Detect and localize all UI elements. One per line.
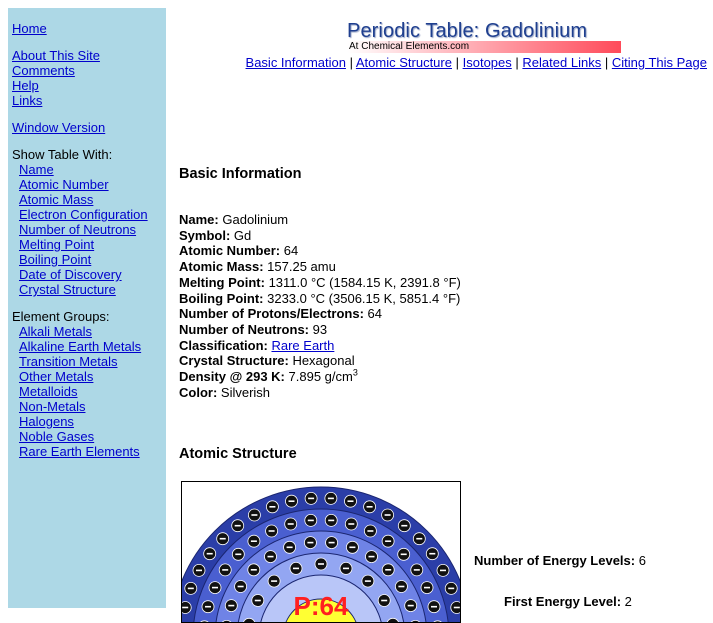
show-table-link-boiling-point[interactable]: Boiling Point bbox=[19, 252, 92, 267]
electron bbox=[225, 600, 237, 612]
show-table-link-date-of-discovery[interactable]: Date of Discovery bbox=[19, 267, 122, 282]
electron bbox=[248, 535, 260, 547]
info-row-melting-point bbox=[179, 275, 461, 291]
energy-levels-label: Number of Energy Levels: bbox=[474, 553, 636, 568]
element-groups-label: Element Groups: bbox=[12, 309, 110, 324]
group-link-metalloids[interactable]: Metalloids bbox=[19, 384, 78, 399]
classification-link-rare-earth[interactable]: Rare Earth bbox=[271, 337, 335, 353]
electron bbox=[378, 595, 390, 607]
show-table-link-number-of-neutrons[interactable]: Number of Neutrons bbox=[19, 222, 137, 237]
electron bbox=[304, 537, 316, 549]
electron bbox=[395, 581, 407, 593]
electron bbox=[252, 595, 264, 607]
info-value: 157.25 amu bbox=[267, 259, 336, 275]
show-table-link-crystal-structure[interactable]: Crystal Structure bbox=[19, 282, 116, 297]
info-row-atomic-mass bbox=[179, 259, 461, 275]
show-table-label: Show Table With: bbox=[12, 147, 113, 162]
electron bbox=[268, 575, 280, 587]
sidebar-link-window-version[interactable]: Window Version bbox=[12, 120, 106, 135]
group-link-transition-metals[interactable]: Transition Metals bbox=[19, 354, 118, 369]
basic-information-list bbox=[179, 212, 461, 400]
sidebar bbox=[8, 8, 166, 608]
first-energy-level-label: First Energy Level: bbox=[504, 594, 622, 609]
electron bbox=[185, 582, 197, 594]
electron bbox=[413, 533, 425, 545]
electron bbox=[232, 520, 244, 532]
info-row-boiling-point bbox=[179, 291, 461, 307]
show-table-link-name[interactable]: Name bbox=[19, 162, 54, 177]
info-value: 93 bbox=[312, 321, 328, 337]
electron bbox=[204, 548, 216, 560]
electron bbox=[232, 548, 244, 560]
sidebar-link-help[interactable]: Help bbox=[12, 78, 39, 93]
electron bbox=[284, 541, 296, 553]
group-link-non-metals[interactable]: Non-Metals bbox=[19, 399, 86, 414]
page-title: Periodic Table: Gadolinium bbox=[347, 20, 588, 42]
logo-subtitle: At Chemical Elements.com bbox=[349, 41, 470, 52]
electron bbox=[217, 533, 229, 545]
electron bbox=[364, 525, 376, 537]
nucleus-label: P:64 bbox=[293, 591, 349, 621]
sidebar-link-about[interactable]: About This Site bbox=[12, 48, 100, 63]
electron bbox=[421, 582, 433, 594]
nav-separator: | bbox=[515, 55, 519, 70]
group-link-alkaline-earth-metals[interactable]: Alkaline Earth Metals bbox=[19, 339, 142, 354]
electron bbox=[248, 564, 260, 576]
info-value: 64 bbox=[283, 243, 299, 259]
info-row-name bbox=[179, 212, 461, 228]
info-row-classification bbox=[179, 338, 461, 354]
info-row-symbol bbox=[179, 228, 461, 244]
electron bbox=[266, 501, 278, 513]
atomic-structure-heading: Atomic Structure bbox=[179, 446, 297, 462]
electron bbox=[411, 564, 423, 576]
energy-levels-row bbox=[474, 553, 646, 568]
electron bbox=[265, 551, 277, 563]
electron bbox=[445, 582, 457, 594]
info-value: Hexagonal bbox=[292, 353, 355, 369]
info-value: 3233.0 °C (3506.15 K, 5851.4 °F) bbox=[267, 290, 461, 306]
sidebar-window-group bbox=[12, 120, 166, 135]
nav-link-citing-this-page[interactable]: Citing This Page bbox=[611, 55, 707, 70]
group-link-noble-gases[interactable]: Noble Gases bbox=[19, 429, 95, 444]
group-link-alkali-metals[interactable]: Alkali Metals bbox=[19, 324, 92, 339]
first-energy-level-row bbox=[504, 594, 632, 609]
info-row-density bbox=[179, 369, 461, 385]
show-table-link-atomic-number[interactable]: Atomic Number bbox=[19, 177, 109, 192]
electron bbox=[325, 492, 337, 504]
site-logo bbox=[347, 20, 621, 54]
group-link-other-metals[interactable]: Other Metals bbox=[19, 369, 94, 384]
info-row-neutrons bbox=[179, 322, 461, 338]
group-link-halogens[interactable]: Halogens bbox=[19, 414, 74, 429]
electron bbox=[285, 518, 297, 530]
sidebar-home-group bbox=[12, 21, 166, 36]
info-label: Boiling Point: bbox=[179, 290, 264, 306]
group-link-rare-earth-elements[interactable]: Rare Earth Elements bbox=[19, 444, 140, 459]
sidebar-link-home[interactable]: Home bbox=[12, 21, 47, 36]
show-table-link-atomic-mass[interactable]: Atomic Mass bbox=[19, 192, 94, 207]
info-value: Silverish bbox=[220, 384, 271, 400]
nav-separator: | bbox=[455, 55, 459, 70]
electron bbox=[182, 602, 191, 614]
info-label: Number of Neutrons: bbox=[179, 321, 309, 337]
electron bbox=[398, 548, 410, 560]
electron bbox=[345, 518, 357, 530]
info-label: Atomic Mass: bbox=[179, 259, 264, 275]
info-value: 1311.0 °C (1584.15 K, 2391.8 °F) bbox=[268, 274, 461, 290]
electron bbox=[209, 582, 221, 594]
info-row-protons-electrons bbox=[179, 306, 461, 322]
electron bbox=[362, 575, 374, 587]
info-row-crystal-structure bbox=[179, 353, 461, 369]
electron bbox=[266, 525, 278, 537]
info-value: 7.895 g/cm bbox=[288, 369, 353, 385]
electron bbox=[405, 600, 417, 612]
page-header bbox=[166, 0, 713, 80]
electron bbox=[428, 601, 440, 613]
electron bbox=[398, 520, 410, 532]
electron bbox=[248, 509, 260, 521]
basic-information-heading: Basic Information bbox=[179, 166, 302, 182]
info-value: Gd bbox=[233, 227, 252, 243]
electron bbox=[451, 602, 460, 614]
bohr-model-image bbox=[181, 481, 461, 623]
sidebar-show-table-group bbox=[12, 147, 166, 297]
electron bbox=[286, 495, 298, 507]
electron bbox=[364, 501, 376, 513]
info-label: Name: bbox=[179, 212, 219, 227]
electron bbox=[219, 564, 231, 576]
info-value: Gadolinium bbox=[222, 212, 289, 227]
electron bbox=[305, 492, 317, 504]
electron bbox=[437, 564, 449, 576]
show-table-link-melting-point[interactable]: Melting Point bbox=[19, 237, 95, 252]
info-row-color bbox=[179, 385, 461, 401]
nav-link-isotopes[interactable]: Isotopes bbox=[462, 55, 512, 70]
electron bbox=[382, 535, 394, 547]
info-label: Crystal Structure: bbox=[179, 353, 289, 369]
info-label: Classification: bbox=[179, 337, 268, 353]
sidebar-groups-group bbox=[12, 309, 166, 459]
nav-link-basic-information[interactable]: Basic Information bbox=[245, 55, 346, 70]
electron bbox=[340, 562, 352, 574]
electron bbox=[345, 495, 357, 507]
electron bbox=[382, 509, 394, 521]
electron bbox=[290, 562, 302, 574]
electron bbox=[382, 564, 394, 576]
nav-link-atomic-structure[interactable]: Atomic Structure bbox=[355, 55, 452, 70]
electron bbox=[346, 541, 358, 553]
sidebar-site-group bbox=[12, 48, 166, 108]
electron bbox=[193, 564, 205, 576]
info-value: 64 bbox=[367, 306, 383, 322]
show-table-link-electron-configuration[interactable]: Electron Configuration bbox=[19, 207, 148, 222]
electron bbox=[235, 581, 247, 593]
info-label: Symbol: bbox=[179, 227, 231, 243]
section-nav bbox=[246, 55, 707, 70]
nav-link-related-links[interactable]: Related Links bbox=[522, 55, 602, 70]
electron bbox=[366, 551, 378, 563]
energy-levels-value: 6 bbox=[638, 553, 646, 568]
nav-separator: | bbox=[604, 55, 609, 70]
info-value-superscript: 3 bbox=[352, 367, 358, 378]
bohr-model-diagram bbox=[182, 482, 460, 622]
electron bbox=[326, 537, 338, 549]
info-label: Number of Protons/Electrons: bbox=[179, 306, 364, 322]
nav-separator: | bbox=[349, 55, 353, 70]
sidebar-link-comments[interactable]: Comments bbox=[12, 63, 75, 78]
info-label: Melting Point: bbox=[179, 274, 265, 290]
electron bbox=[202, 601, 214, 613]
electron bbox=[426, 548, 438, 560]
info-row-atomic-number bbox=[179, 243, 461, 259]
electron bbox=[315, 558, 327, 570]
electron bbox=[305, 514, 317, 526]
info-label: Color: bbox=[179, 384, 218, 400]
info-label: Atomic Number: bbox=[179, 243, 281, 259]
first-energy-level-value: 2 bbox=[624, 594, 632, 609]
sidebar-link-links[interactable]: Links bbox=[12, 93, 43, 108]
electron bbox=[325, 514, 337, 526]
info-label: Density @ 293 K: bbox=[179, 369, 285, 385]
